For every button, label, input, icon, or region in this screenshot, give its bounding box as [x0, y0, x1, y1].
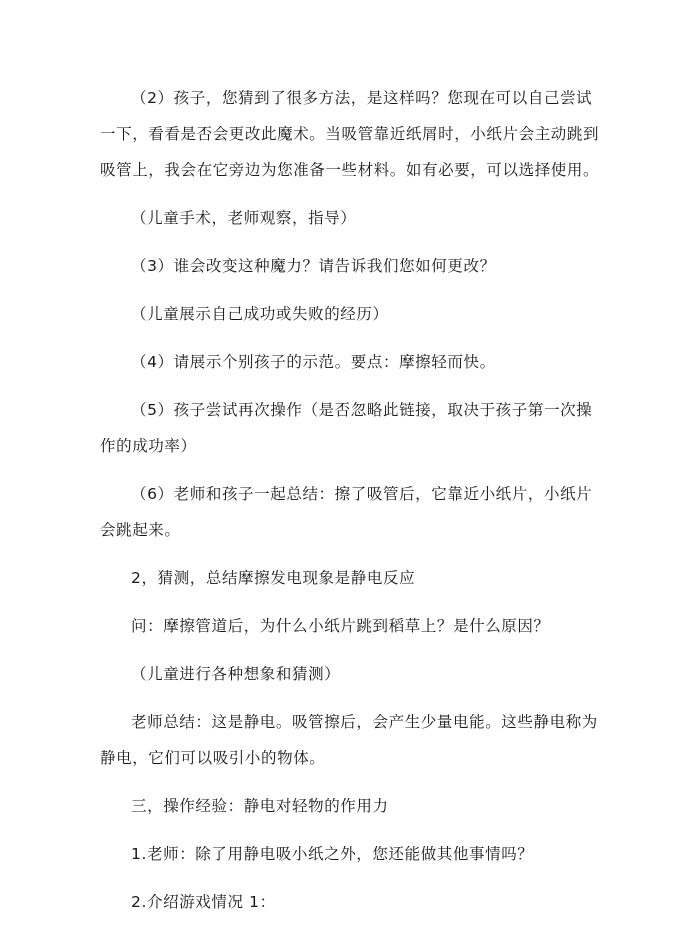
paragraph-2: [100, 200, 620, 236]
paragraph-10: [100, 656, 620, 692]
text-line: 2.介绍游戏情况 1：: [131, 893, 276, 911]
text-line: （5）孩子尝试再次操作（是否忽略此链接，取决于孩子第一次操: [131, 401, 593, 419]
text-line: 作的成功率）: [100, 437, 197, 455]
paragraph-3: [100, 248, 620, 284]
text-line: （2）孩子，您猜到了很多方法，是这样吗？您现在可以自己尝试: [131, 89, 593, 107]
paragraph-9: [100, 608, 620, 644]
paragraph-1: [100, 80, 620, 188]
paragraph-5: [100, 344, 620, 380]
text-line: 静电，它们可以吸引小的物体。: [100, 749, 326, 767]
paragraph-4: [100, 296, 620, 332]
text-line: （儿童展示自己成功或失败的经历）: [131, 305, 389, 323]
paragraph-13: [100, 836, 620, 872]
text-line: 会跳起来。: [100, 521, 181, 539]
text-line: （3）谁会改变这种魔力？请告诉我们您如何更改？: [131, 257, 496, 275]
text-line: （6）老师和孩子一起总结：擦了吸管后，它靠近小纸片，小纸片: [131, 485, 593, 503]
paragraph-14: [100, 884, 620, 920]
paragraph-11: [100, 704, 620, 776]
text-line: 一下，看看是否会更改此魔术。当吸管靠近纸屑时，小纸片会主动跳到: [100, 125, 600, 143]
text-line: 2，猜测，总结摩擦发电现象是静电反应: [131, 569, 416, 587]
paragraph-12: [100, 788, 620, 824]
document-body: [100, 80, 620, 932]
text-line: 1.老师：除了用静电吸小纸之外，您还能做其他事情吗？: [131, 845, 534, 863]
paragraph-8: [100, 560, 620, 596]
text-line: （儿童进行各种想象和猜测）: [131, 665, 341, 683]
paragraph-6: [100, 392, 620, 464]
text-line: 三，操作经验：静电对轻物的作用力: [131, 797, 389, 815]
text-line: 老师总结：这是静电。吸管擦后，会产生少量电能。这些静电称为: [131, 713, 598, 731]
text-line: （儿童手术，老师观察，指导）: [131, 209, 357, 227]
text-line: 吸管上，我会在它旁边为您准备一些材料。如有必要，可以选择使用。: [100, 161, 600, 179]
text-line: 问：摩擦管道后，为什么小纸片跳到稻草上？是什么原因？: [131, 617, 550, 635]
text-line: （4）请展示个别孩子的示范。要点：摩擦轻而快。: [131, 353, 496, 371]
paragraph-7: [100, 476, 620, 548]
